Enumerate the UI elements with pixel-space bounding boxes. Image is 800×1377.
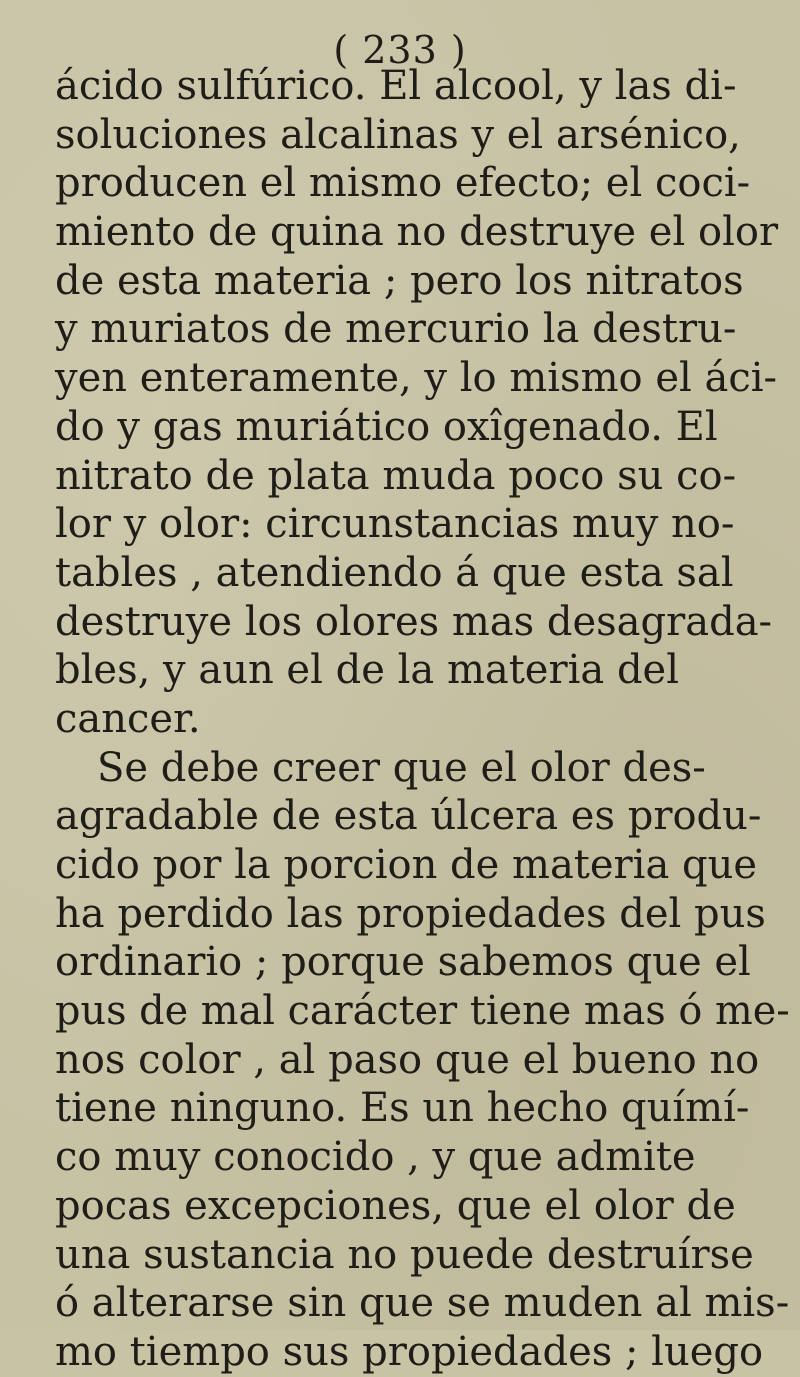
text-line: pocas excepciones, que el olor de	[55, 1182, 736, 1229]
text-line: nitrato de plata muda poco su co-	[55, 452, 737, 499]
text-line: lor y olor: circunstancias muy no-	[55, 501, 735, 548]
text-line: agradable de esta úlcera es produ-	[55, 793, 762, 840]
text-line: soluciones alcalinas y el arsénico,	[55, 111, 741, 158]
text-line: ó alterarse sin que se muden al mis-	[55, 1280, 790, 1327]
text-line: y muriatos de mercurio la destru-	[55, 306, 737, 353]
text-line: Se debe creer que el olor des-	[97, 744, 706, 791]
text-line: tiene ninguno. Es un hecho químí-	[55, 1085, 750, 1132]
text-line: cido por la porcion de materia que	[55, 842, 758, 888]
page-number: ( 233 )	[333, 28, 467, 72]
text-line: do y gas muriático oxîgenado. El	[55, 403, 718, 450]
text-line: yen enteramente, y lo mismo el áci-	[55, 355, 778, 402]
body-text	[55, 62, 790, 1377]
text-line: ácido sulfúrico. El alcool, y las di-	[55, 63, 737, 109]
text-line: una sustancia no puede destruírse	[55, 1231, 754, 1278]
text-line: mo tiempo sus propiedades ; luego	[55, 1328, 764, 1375]
text-line: de esta materia ; pero los nitratos	[55, 257, 744, 304]
text-line: co muy conocido , y que admite	[55, 1134, 696, 1181]
text-line: ordinario ; porque sabemos que el	[55, 939, 751, 986]
text-line: tables , atendiendo á que esta sal	[55, 549, 734, 596]
text-line: cancer.	[55, 695, 201, 742]
text-line: miento de quina no destruye el olor	[55, 209, 779, 256]
text-line: nos color , al paso que el bueno no	[55, 1036, 760, 1083]
text-line: bles, y aun el de la materia del	[55, 647, 680, 694]
text-line: pus de mal carácter tiene mas ó me-	[55, 988, 790, 1035]
text-line: destruye los olores mas desagrada-	[55, 598, 773, 645]
text-line: producen el mismo efecto; el coci-	[55, 160, 751, 207]
text-line: ha perdido las propiedades del pus	[55, 890, 766, 937]
